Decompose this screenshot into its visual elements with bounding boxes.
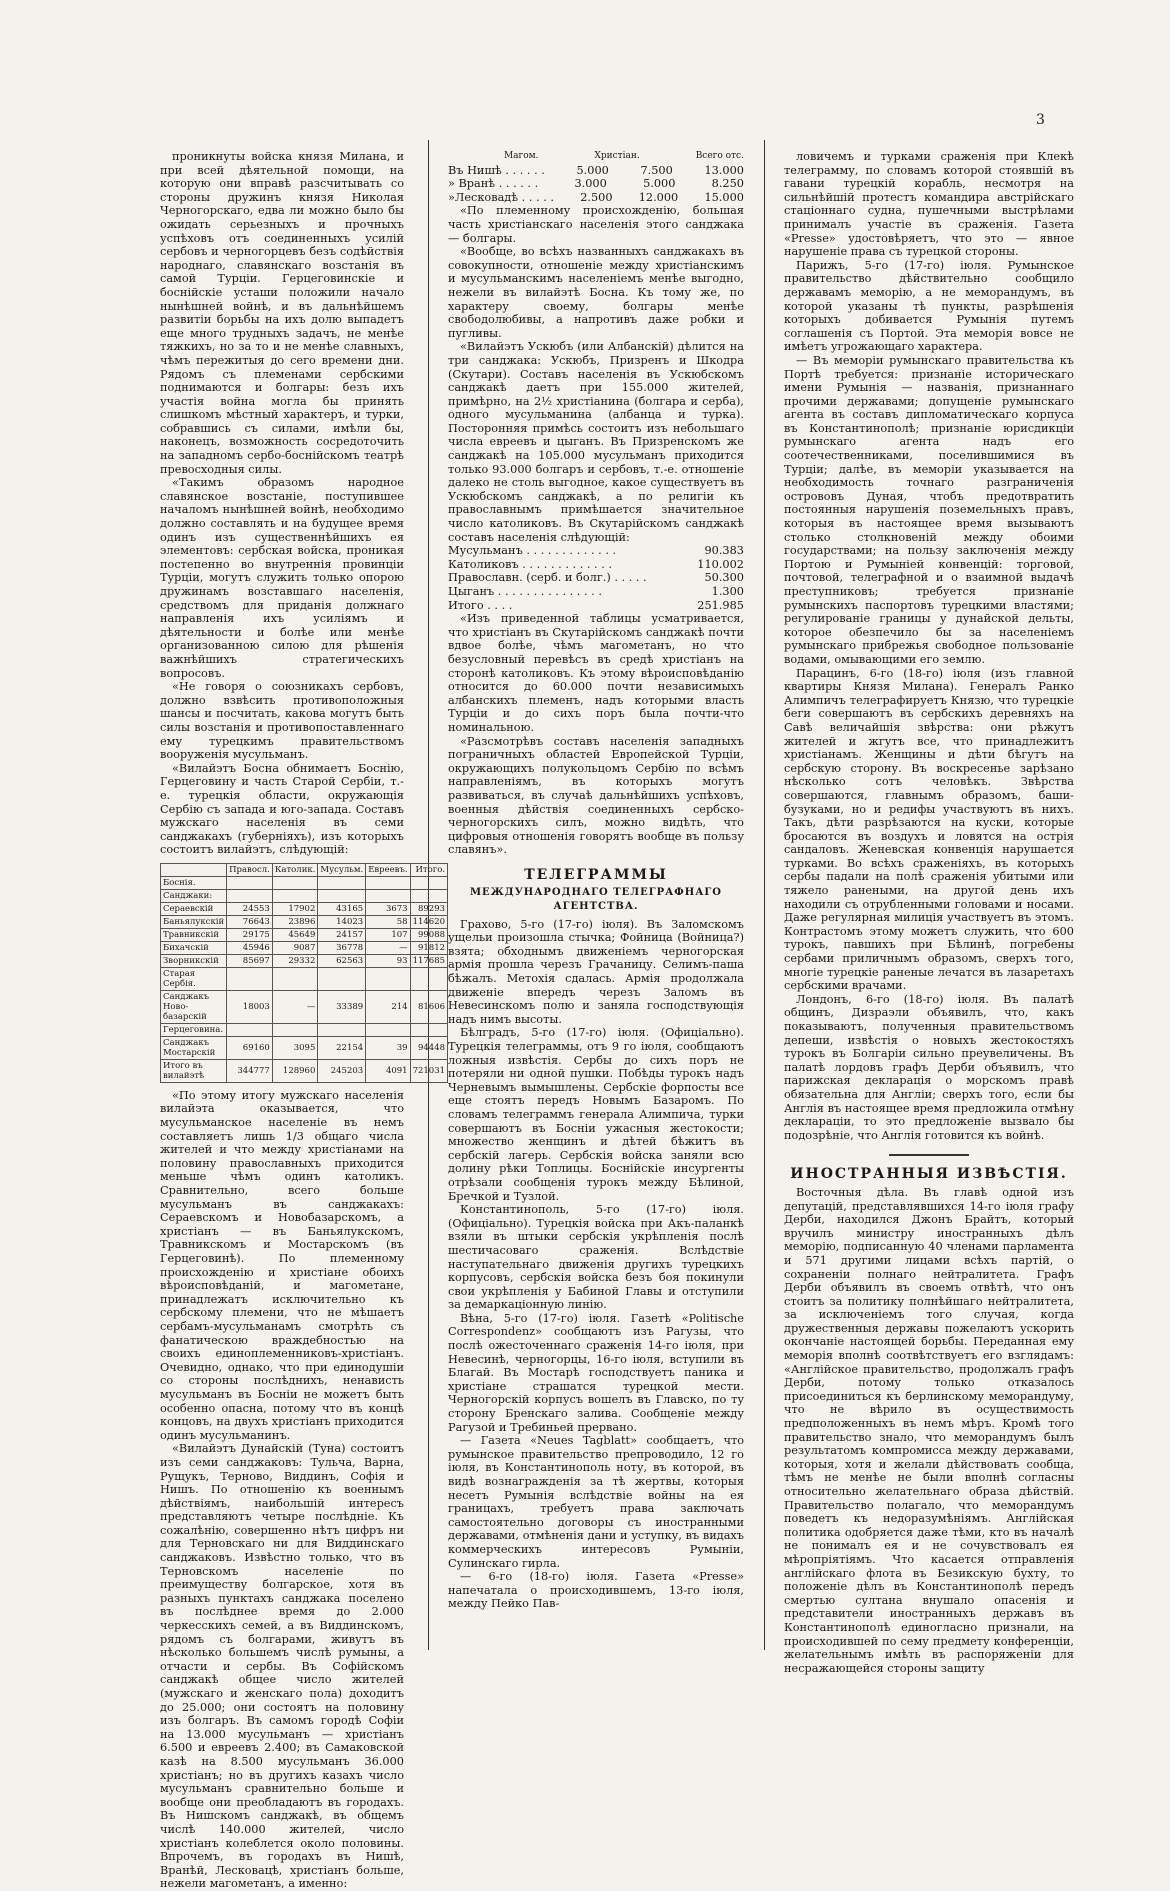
table-row: [161, 889, 448, 902]
telegram: — Газета «Neues Tagblatt» сообщаетъ, что румынское правительство препроводило, 12 го іюля, въ Константинополь ноту, въ которой, въ видѣ вознагражденія за тѣ жертвы, которыя несетъ Румынія вслѣдствіе войны на ея границахъ, требуетъ права заключать самостоятельно договоры съ иностранными державами, отмѣненія дани и уступку, въ видахъ коммерческихъ интересовъ Румыніи, Сулинскаго гирла.: [448, 1434, 744, 1570]
table-cell: 62563: [318, 954, 366, 967]
table-cell: 85697: [227, 954, 273, 967]
section-divider: [889, 1154, 969, 1156]
stat-cell: Цыганъ . . . . . . . . . . . . . . .: [448, 585, 602, 598]
table-cell: 24553: [227, 902, 273, 915]
paragraph: проникнуты войска князя Милана, и при всей дѣятельной помощи, на которую они вправѣ разсчитывать со стороны дружинъ князя Николая Черногорскаго, едва ли можно было бы ожидать серьезныхъ и прочныхъ успѣховъ отъ соединенныхъ усилій сербовъ и черногорцевъ безъ содѣйствія народнаго, славянскаго возстанія въ самой Турціи. Герцеговинскіе и боснійскіе усташи положили начало нынѣшней войнѣ, и въ дальнѣйшемъ развитіи борьбы на ихъ долю выпадетъ еще много трудныхъ задачъ, не менѣе тяжкихъ, но за то и не менѣе славныхъ, чѣмъ пережитыя до сего времени дни. Рядомъ съ племенами сербскими поднимаются и болгары: безъ ихъ участія война могла бы принять слишкомъ мѣстный характеръ, и турки, собравшись съ силами, имѣли бы, наконецъ, возможность сосредоточить на западномъ сербо-боснійскомъ театрѣ превосходныя силы.: [160, 150, 404, 476]
page-number: 3: [1036, 112, 1045, 128]
table-cell: 18003: [227, 990, 273, 1023]
paragraph: «Такимъ образомъ народное славянское возстаніе, поступившее началомъ нынѣшней войнѣ, необходимо должно составлять и на будущее время одинъ изъ существеннѣйшихъ ея элементовъ: сербская войска, проникая постепенно во внутреннія провинціи Турціи, могутъ служить только опорою дружинамъ возставшаго населенія, средствомъ для приданія должнаго направленія ихъ усиліямъ и дѣятельности и болѣе или менѣе организованною силою для рѣшенія важнѣйшихъ стратегическихъ вопросовъ.: [160, 476, 404, 680]
table-cell: [366, 1023, 410, 1036]
table-cell: Старая Сербія.: [161, 967, 227, 990]
telegram: Вѣна, 5-го (17-го) іюля. Газетѣ «Politische Correspondenz» сообщаютъ изъ Рагузы, что послѣ ожесточеннаго сраженія 14-го іюля, при Невесинѣ, черногорцы, 16-го іюля, вступили въ Благай. Въ Мостарѣ господствуетъ паника и христіане страшатся турецкой мести. Черногорскій корпусъ вошелъ въ Главско, по ту сторону Бренскаго залива. Сообщеніе между Рагузой и Требиньей прервано.: [448, 1311, 744, 1434]
table-cell: 76643: [227, 915, 273, 928]
table-cell: 29175: [227, 928, 273, 941]
table-header: Мусульм.: [318, 863, 366, 876]
table-cell: [366, 876, 410, 889]
paragraph: «По этому итогу мужскаго населенія вилайэта оказывается, что мусульманское населеніе въ немъ составляетъ лишь 1/3 общаго числа жителей и что между христіанами на половину православныхъ приходится меньше чѣмъ одинъ католикъ. Сравнительно, всего больше мусульманъ въ санджакахъ: Сераевскомъ и Новобазарскомъ, а христіанъ — въ Баньялукскомъ, Травникскомъ и Мостарскомъ (въ Герцеговинѣ). По племенному происхожденію и христіане обоихъ вѣроисповѣданій, и магометане, принадлежатъ исключительно къ сербскому племени, что не мѣшаетъ сербамъ-мусульманамъ смотрѣть съ фанатическою враждебностью на своихъ единоплеменниковъ-христіанъ. Очевидно, однако, что при единодушіи со стороны послѣднихъ, ненависть мусульманъ въ Босніи не можетъ быть особенно опасна, потому что въ концѣ концовъ, на двухъ христіанъ приходится одинъ мусульманинъ.: [160, 1088, 404, 1442]
paragraph: Лондонъ, 6-го (18-го) іюля. Въ палатѣ общинъ, Дизраэли объявилъ, что, какъ показываютъ, полученныя правительствомъ депеши, извѣстія о новыхъ жестокостяхъ турокъ въ Болгаріи сильно преувеличены. Въ палатѣ лордовъ графъ Дерби объявилъ, что парижская декларація о морскомъ правѣ обязательна для Англіи; сверхъ того, если бы Англія въ настоящее время предложила отмѣну деклараціи, то это предложеніе вызвало бы подозрѣніе, что Англія готовится къ войнѣ.: [784, 992, 1074, 1142]
table-cell: [318, 876, 366, 889]
stat-row: [448, 191, 744, 205]
stat-cell: »Лесковадѣ . . . . .: [448, 190, 554, 204]
stat-header: [448, 150, 744, 164]
table-cell: 93: [366, 954, 410, 967]
paragraph: Парижъ, 5-го (17-го) іюля. Румынское правительство дѣйствительно сообщило державамъ меморію, а не меморандумъ, въ которой указаны тѣ пункты, разрѣшенія которыхъ добивается Румынія путемъ соглашенія съ Портой. Эта меморія вовсе не имѣетъ угрожающаго характера.: [784, 258, 1074, 354]
table-cell: Санджаки:: [161, 889, 227, 902]
stat-row: [448, 544, 744, 558]
stat-cell: 7.500: [640, 163, 673, 177]
paragraph: — Въ меморіи румынскаго правительства къ Портѣ требуется: признаніе историческаго имени Румынія — названія, признаннаго прочими державами; допущеніе румынскаго агента въ составъ дипломатическаго корпуса въ Константинополѣ; признаніе юрисдикціи румынскаго агента надъ его соотечественниками, поселившимися въ Турціи; далѣе, въ меморіи указывается на необходимость точнаго разграниченія острововъ Дуная, чтобъ предотвратить постоянныя нарушенія поземельныхъ правъ, которыя въ настоящее время вызываютъ столько столкновеній между обоими государствами; на пользу заключенія между Портою и Румыніей конвенцій: торговой, почтовой, телеграфной и о взаимной выдачѣ преступниковъ; требуется признаніе румынскихъ паспортовъ турецкими властями; регулированіе границы у дунайской дельты, которое обезпечило бы за населеніемъ румынскаго прибрежья свободное пользованіе водами, омывающими его землю.: [784, 353, 1074, 666]
telegram: Константинополь, 5-го (17-го) іюля. (Офиціально). Турецкія войска при Акъ-паланкѣ взяли въ штыки сербскія укрѣпленія послѣ шестичасоваго сраженія. Вслѣдствіе наступательнаго движенія другихъ турецкихъ корпусовъ, сербскія войска безъ боя покинули свои укрѣпленія у Бабиной Главы и отступили за демаркаціонную линію.: [448, 1203, 744, 1312]
paragraph: Восточныя дѣла. Въ главѣ одной изъ депутацій, представлявшихся 14-го іюля графу Дерби, находился Джонъ Брайтъ, который вручилъ министру иностранныхъ дѣлъ меморію, подписанную 40 членами парламента и 571 другими лицами всѣхъ партій, о сохраненіи полнаго нейтралитета. Графъ Дерби объявилъ въ своемъ отвѣтѣ, что онъ стоитъ за политику полнѣйшаго нейтралитета, за исключеніемъ того случая, когда дружественныя державы пожелаютъ ускорить окончаніе настоящей борьбы. Переданная ему меморія вполнѣ соотвѣтствуетъ его взглядамъ: «Англійское правительство, продолжалъ графъ Дерби, потому только отказалось присоединиться къ берлинскому меморандуму, что не вѣрило въ осуществимость предположенныхъ въ немъ мѣръ. Кромѣ того правительство знало, что меморандумъ былъ результатомъ компромисса между державами, которыя, хотя и желали дѣйствовать сообща, тѣмъ не менѣе не были вполнѣ согласны относительно желательнаго образа дѣйствій. Правительство полагало, что меморандумъ поведетъ къ недоразумѣніямъ. Англійская политика одобряется даже тѣми, кто въ началѣ не понималъ ея и не сочувствовалъ ея мѣропріятіямъ. Что касается отправленія англійскаго флота въ Безикскую бухту, то положеніе дѣлъ въ Константинополѣ передъ смертью султана внушало опасенія и представители иностранныхъ державъ въ Константинополѣ единогласно признали, на происходившей по сему предмету конференціи, желательнымъ имѣть въ распоряженіи для несражающейся стороны защиту: [784, 1185, 1074, 1675]
table-row: [161, 928, 448, 941]
stat-row: [448, 571, 744, 585]
paragraph: «Вилайэтъ Дунайскій (Туна) состоитъ изъ семи санджаковъ: Тульча, Варна, Рущукъ, Терново, Виддинъ, Софія и Нишъ. По отношенію къ военнымъ дѣйствіямъ, наибольшій интересъ представляютъ четыре послѣдніе. Къ сожалѣнію, совершенно нѣтъ цифръ ни для Терновскаго ни для Виддинскаго санджаковъ. Извѣстно только, что въ Терновскомъ населеніе по преимуществу болгарское, хотя въ разныхъ пунктахъ санджака поселено въ послѣднее время до 2.000 черкесскихъ семей, а въ Виддинскомъ, рядомъ съ болгарами, живутъ въ нѣсколько большемъ числѣ румыны, а отчасти и сербы. Въ Софійскомъ санджакѣ общее число жителей (мужскаго и женскаго пола) доходитъ до 25.000; они состоятъ на половину изъ болгаръ. Въ самомъ городѣ Софіи на 13.000 мусульманъ — христіанъ 6.500 и евреевъ 2.400; въ Самаковской казѣ на 8.500 мусульманъ 36.000 христіанъ; но въ другихъ казахъ число мусульманъ сравнительно больше и вообще они преобладаютъ въ городахъ. Въ Нишскомъ санджакѣ, въ общемъ числѣ 140.000 жителей, число христіанъ колеблется около половины. Впрочемъ, въ городахъ въ Нишѣ, Вранѣй, Лесковацѣ, христіанъ больше, нежели магометанъ, а именно:: [160, 1442, 404, 1891]
section-subheading: МЕЖДУНАРОДНАГО ТЕЛЕГРАФНАГО АГЕНТСТВА.: [469, 887, 722, 913]
table-cell: 24157: [318, 928, 366, 941]
table-cell: [227, 1023, 273, 1036]
stat-cell: 1.300: [711, 585, 744, 598]
table-row: [161, 1023, 448, 1036]
table-cell: Бихачскій: [161, 941, 227, 954]
paragraph: «По племенному происхожденію, большая часть христіанскаго населенія этого санджака — болгары.: [448, 204, 744, 245]
table-cell: [410, 876, 447, 889]
column-right: [784, 150, 1074, 1675]
stat-cell: Мусульманъ . . . . . . . . . . . . .: [448, 544, 617, 558]
table-cell: 45946: [227, 941, 273, 954]
table-row: [161, 915, 448, 928]
table-cell: 29332: [272, 954, 318, 967]
table-row: [161, 967, 448, 990]
stat-cell: 110.002: [697, 557, 744, 571]
table-cell: 117685: [410, 954, 447, 967]
telegram: — 6-го (18-го) іюля. Газета «Presse» напечатала о происходившемъ, 13-го іюля, между Пейко Пав-: [448, 1570, 744, 1611]
table-cell: 22154: [318, 1036, 366, 1059]
table-cell: [366, 889, 410, 902]
stat-row: [448, 164, 744, 178]
table-cell: 58: [366, 915, 410, 928]
table-header: Евреевъ.: [366, 863, 410, 876]
table-cell: 99088: [410, 928, 447, 941]
paragraph: Парацинъ, 6-го (18-го) іюля (изъ главной квартиры Князя Милана). Генералъ Ранко Алимпичъ телеграфируетъ Князю, что турецкіе беги совершаютъ въ сербскихъ деревняхъ на Савѣ величайшія звѣрства: они рѣжутъ жителей и жгутъ все, что принадлежитъ христіанамъ. Женщины и дѣти бѣгутъ на сербскую сторону. Въ воскресенье зарѣзано нѣсколько сотъ человѣкъ. Звѣрства совершаются, главнымъ образомъ, баши-бузуками, но и редифы участвуютъ въ нихъ. Такъ, дѣти разрѣзаются на куски, которые бросаются въ воздухъ и ловятся на острія сандаловъ. Женевская конвенція нарушается турками. Во всѣхъ сраженіяхъ, въ которыхъ сербы падали на полѣ сраженія убитыми или тяжело ранеными, на другой день ихъ находили съ отрубленными головами и носами. Даже регулярная милиція участвуетъ въ этомъ. Контрастомъ этому можетъ служить, что 600 турокъ, павшихъ при Бѣлинѣ, погребены сербами приличнымъ образомъ, сверхъ того, многіе турецкіе раненые лечатся въ лазаретахъ сербскими врачами.: [784, 666, 1074, 993]
table-cell: 91812: [410, 941, 447, 954]
stat-cell: 251.985: [697, 598, 744, 612]
paragraph: ловичемъ и турками сраженія при Клекѣ телеграмму, по словамъ которой стоявшій въ гавани турецкій корабль, несмотря на сильнѣйшій протестъ командира австрійскаго стаціоннаго судна, пушечными выстрѣлами принималъ участіе въ сраженія. Газета «Presse» удостовѣряетъ, что это — явное нарушеніе права съ турецкой стороны.: [784, 150, 1074, 259]
table-cell: 9087: [272, 941, 318, 954]
table-cell: [318, 967, 366, 990]
table-cell: 128960: [272, 1059, 318, 1082]
paragraph: «Не говоря о союзникахъ сербовъ, должно взвѣсить противоположныя шансы и посчитать, какова могутъ быть силы возстанія и противопоставленнаго ему турецкимъ правительствомъ вооруженія мусульманъ.: [160, 680, 404, 762]
telegram: Грахово, 5-го (17-го) іюля). Въ Заломскомъ ущельи произошла стычка; Фойница (Войница?) взята; обходнымъ движеніемъ черногорская армія прошла черезъ Грачаницу. Селимъ-паша бѣжалъ. Метохія сдалась. Армія продолжала движеніе впередъ черезъ Заломъ въ Невесинскомъ полю и заняла господствующія надъ нимъ высоты.: [448, 917, 744, 1026]
table-header: Правосл.: [227, 863, 273, 876]
table-cell: Сераевскій: [161, 902, 227, 915]
table-cell: Боснія.: [161, 876, 227, 889]
stat-cell: 5.000: [576, 163, 609, 177]
column-rule: [764, 140, 765, 1650]
column-left: [160, 150, 446, 1891]
town-stats: [448, 164, 744, 205]
table-cell: Травникскій: [161, 928, 227, 941]
table-row: [161, 1036, 448, 1059]
stat-cell: 5.000: [643, 177, 676, 191]
telegram: Бѣлградъ, 5-го (17-го) іюля. (Офиціально). Турецкія телеграммы, отъ 9 го іюля, сообщаютъ ложныя извѣстія. Сербы до сихъ поръ не потеряли ни одной пушки. Побѣды турокъ надъ Черневымъ вымышлены. Сербскіе форпосты все еще стоятъ передъ Новымъ Базаромъ. По словамъ телеграммъ генерала Алимпича, турки совершаютъ въ Босніи ужасныя жестокости; множество женщинъ и дѣтей бѣжитъ въ сербскій лагерь. Сербскія войска заняли всю долину рѣки Топлицы. Боснійскіе инсургенты отрѣзали сообщенія турокъ между Бѣлиной, Бречкой и Тузлой.: [448, 1026, 744, 1203]
stat-cell: Католиковъ . . . . . . . . . . . . .: [448, 557, 613, 571]
table-cell: 43165: [318, 902, 366, 915]
table-cell: 245203: [318, 1059, 366, 1082]
paragraph: «Вилайэтъ Босна обнимаетъ Боснію, Герцеговину и часть Старой Сербіи, т.-е. турецкія области, окружающія Сербію съ запада и юго-запада. Составъ мужскаго населенія въ семи санджакахъ (губерніяхъ), изъ которыхъ состоитъ вилайэтъ, слѣдующій:: [160, 761, 404, 857]
table-cell: 36778: [318, 941, 366, 954]
stat-row: [448, 558, 744, 572]
section-heading: ИНОСТРАННЫЯ ИЗВѢСТІЯ.: [790, 1166, 1068, 1183]
stat-head-cell: Всего отс.: [695, 151, 744, 161]
table-cell: —: [272, 990, 318, 1023]
stat-row: [448, 585, 744, 599]
population-table: [160, 863, 448, 1083]
table-cell: 4091: [366, 1059, 410, 1082]
stat-cell: 90.383: [704, 544, 744, 558]
table-cell: Санджакъ Ново-базарскій: [161, 990, 227, 1023]
table-cell: 33389: [318, 990, 366, 1023]
table-cell: 344777: [227, 1059, 273, 1082]
paragraph: «Вообще, во всѣхъ названныхъ санджакахъ въ совокупности, отношеніе между христіанскимъ и мусульманскимъ населеніемъ менѣе выгодно, нежели въ вилайэтѣ Босна. Къ тому же, по характеру своему, болгары менѣе свободолюбивы, а напротивъ даже робки и пугливы.: [448, 245, 744, 340]
table-cell: 114620: [410, 915, 447, 928]
table-cell: [272, 876, 318, 889]
stat-row: [448, 177, 744, 191]
stat-cell: Въ Нишѣ . . . . . .: [448, 163, 545, 177]
table-cell: 89293: [410, 902, 447, 915]
stat-cell: 15.000: [704, 190, 744, 204]
table-cell: 3095: [272, 1036, 318, 1059]
table-cell: [410, 889, 447, 902]
stat-cell: Итого . . . .: [448, 598, 513, 612]
table-row: [161, 902, 448, 915]
stat-cell: 3.000: [574, 177, 607, 191]
table-row: [161, 990, 448, 1023]
table-cell: 107: [366, 928, 410, 941]
table-header: [161, 863, 227, 876]
table-cell: [227, 876, 273, 889]
table-cell: [227, 967, 273, 990]
table-cell: Герцеговина.: [161, 1023, 227, 1036]
table-header: Итого.: [410, 863, 447, 876]
table-cell: [227, 889, 273, 902]
table-cell: [318, 889, 366, 902]
table-row: [161, 954, 448, 967]
table-cell: 94448: [410, 1036, 447, 1059]
stat-cell: Православн. (серб. и болг.) . . . . .: [448, 571, 647, 585]
table-header: Католик.: [272, 863, 318, 876]
table-cell: [366, 967, 410, 990]
stat-cell: 8.250: [711, 177, 744, 191]
table-cell: 81606: [410, 990, 447, 1023]
table-cell: [272, 1023, 318, 1036]
table-cell: 69160: [227, 1036, 273, 1059]
table-cell: 721031: [410, 1059, 447, 1082]
table-row: [161, 1059, 448, 1082]
table-cell: [272, 889, 318, 902]
stat-cell: 2.500: [580, 190, 613, 204]
scutari-stats: [448, 544, 744, 612]
stat-row: [448, 599, 744, 613]
table-cell: Зворникскій: [161, 954, 227, 967]
stat-cell: 50.300: [704, 571, 744, 585]
table-cell: [410, 1023, 447, 1036]
stat-cell: 13.000: [704, 163, 744, 177]
paragraph: «Вилайэтъ Ускюбъ (или Албанскій) дѣлится на три санджака: Ускюбъ, Призренъ и Шкодра (Скутари). Составъ населенія въ Ускюбскомъ санджакѣ даетъ при 155.000 жителей, примѣрно, на 2½ христіанина (болгара и серба), одного мусульманина (албанца и турка). Посторонняя примѣсь состоитъ изъ небольшаго числа евреевъ и цыганъ. Въ Призренскомъ же санджакѣ на 105.000 мусульманъ приходится только 93.000 болгаръ и сербовъ, т.-е. отношеніе далеко не столь выгодное, какое существуетъ въ Ускюбскомъ санджакѣ, а по религіи къ православнымъ примѣшается значительное число католиковъ. Въ Скутарійскомъ санджакѣ составъ населенія слѣдующій:: [448, 340, 744, 544]
table-cell: Итого въ вилайэтѣ: [161, 1059, 227, 1082]
table-cell: —: [366, 941, 410, 954]
table-cell: [410, 967, 447, 990]
table-row: [161, 876, 448, 889]
table-cell: 14023: [318, 915, 366, 928]
stat-head-cell: Магом.: [503, 151, 539, 161]
paragraph: «Изъ приведенной таблицы усматривается, что христіанъ въ Скутарійскомъ санджакѣ почти вдвое болѣе, чѣмъ магометанъ, но что безусловный перевѣсъ въ средѣ христіанъ на сторонѣ католиковъ. Къ этому вѣроисповѣданію относится до 60.000 почти независимыхъ албанскихъ племенъ, надъ которыми власть Турціи и до сихъ поръ была почти-что номинальною.: [448, 612, 744, 734]
table-cell: 45649: [272, 928, 318, 941]
table-cell: 214: [366, 990, 410, 1023]
paragraph: «Разсмотрѣвъ составъ населенія западныхъ пограничныхъ областей Европейской Турціи, окружающихъ полукольцомъ Сербію по всѣмъ направленіямъ, въ которыхъ могутъ развиваться, въ случаѣ дальнѣйшихъ успѣховъ, военныя дѣйствія соединенныхъ сербско-черногорскихъ силъ, можно видѣть, что цифровыя отношенія говорятъ вообще въ пользу славянъ».: [448, 734, 744, 857]
table-cell: [272, 967, 318, 990]
table-cell: Баньялукскій: [161, 915, 227, 928]
column-middle: [448, 150, 744, 1650]
table-cell: 39: [366, 1036, 410, 1059]
stat-cell: 12.000: [638, 190, 679, 204]
stat-head-cell: Христіан.: [594, 151, 640, 161]
table-cell: 23896: [272, 915, 318, 928]
table-row: [161, 941, 448, 954]
table-cell: 3673: [366, 902, 410, 915]
table-cell: 17902: [272, 902, 318, 915]
stat-cell: » Вранѣ . . . . . .: [448, 177, 539, 191]
section-heading: ТЕЛЕГРАММЫ: [524, 866, 668, 883]
table-cell: Санджакъ Мостарскій: [161, 1036, 227, 1059]
table-cell: [318, 1023, 366, 1036]
